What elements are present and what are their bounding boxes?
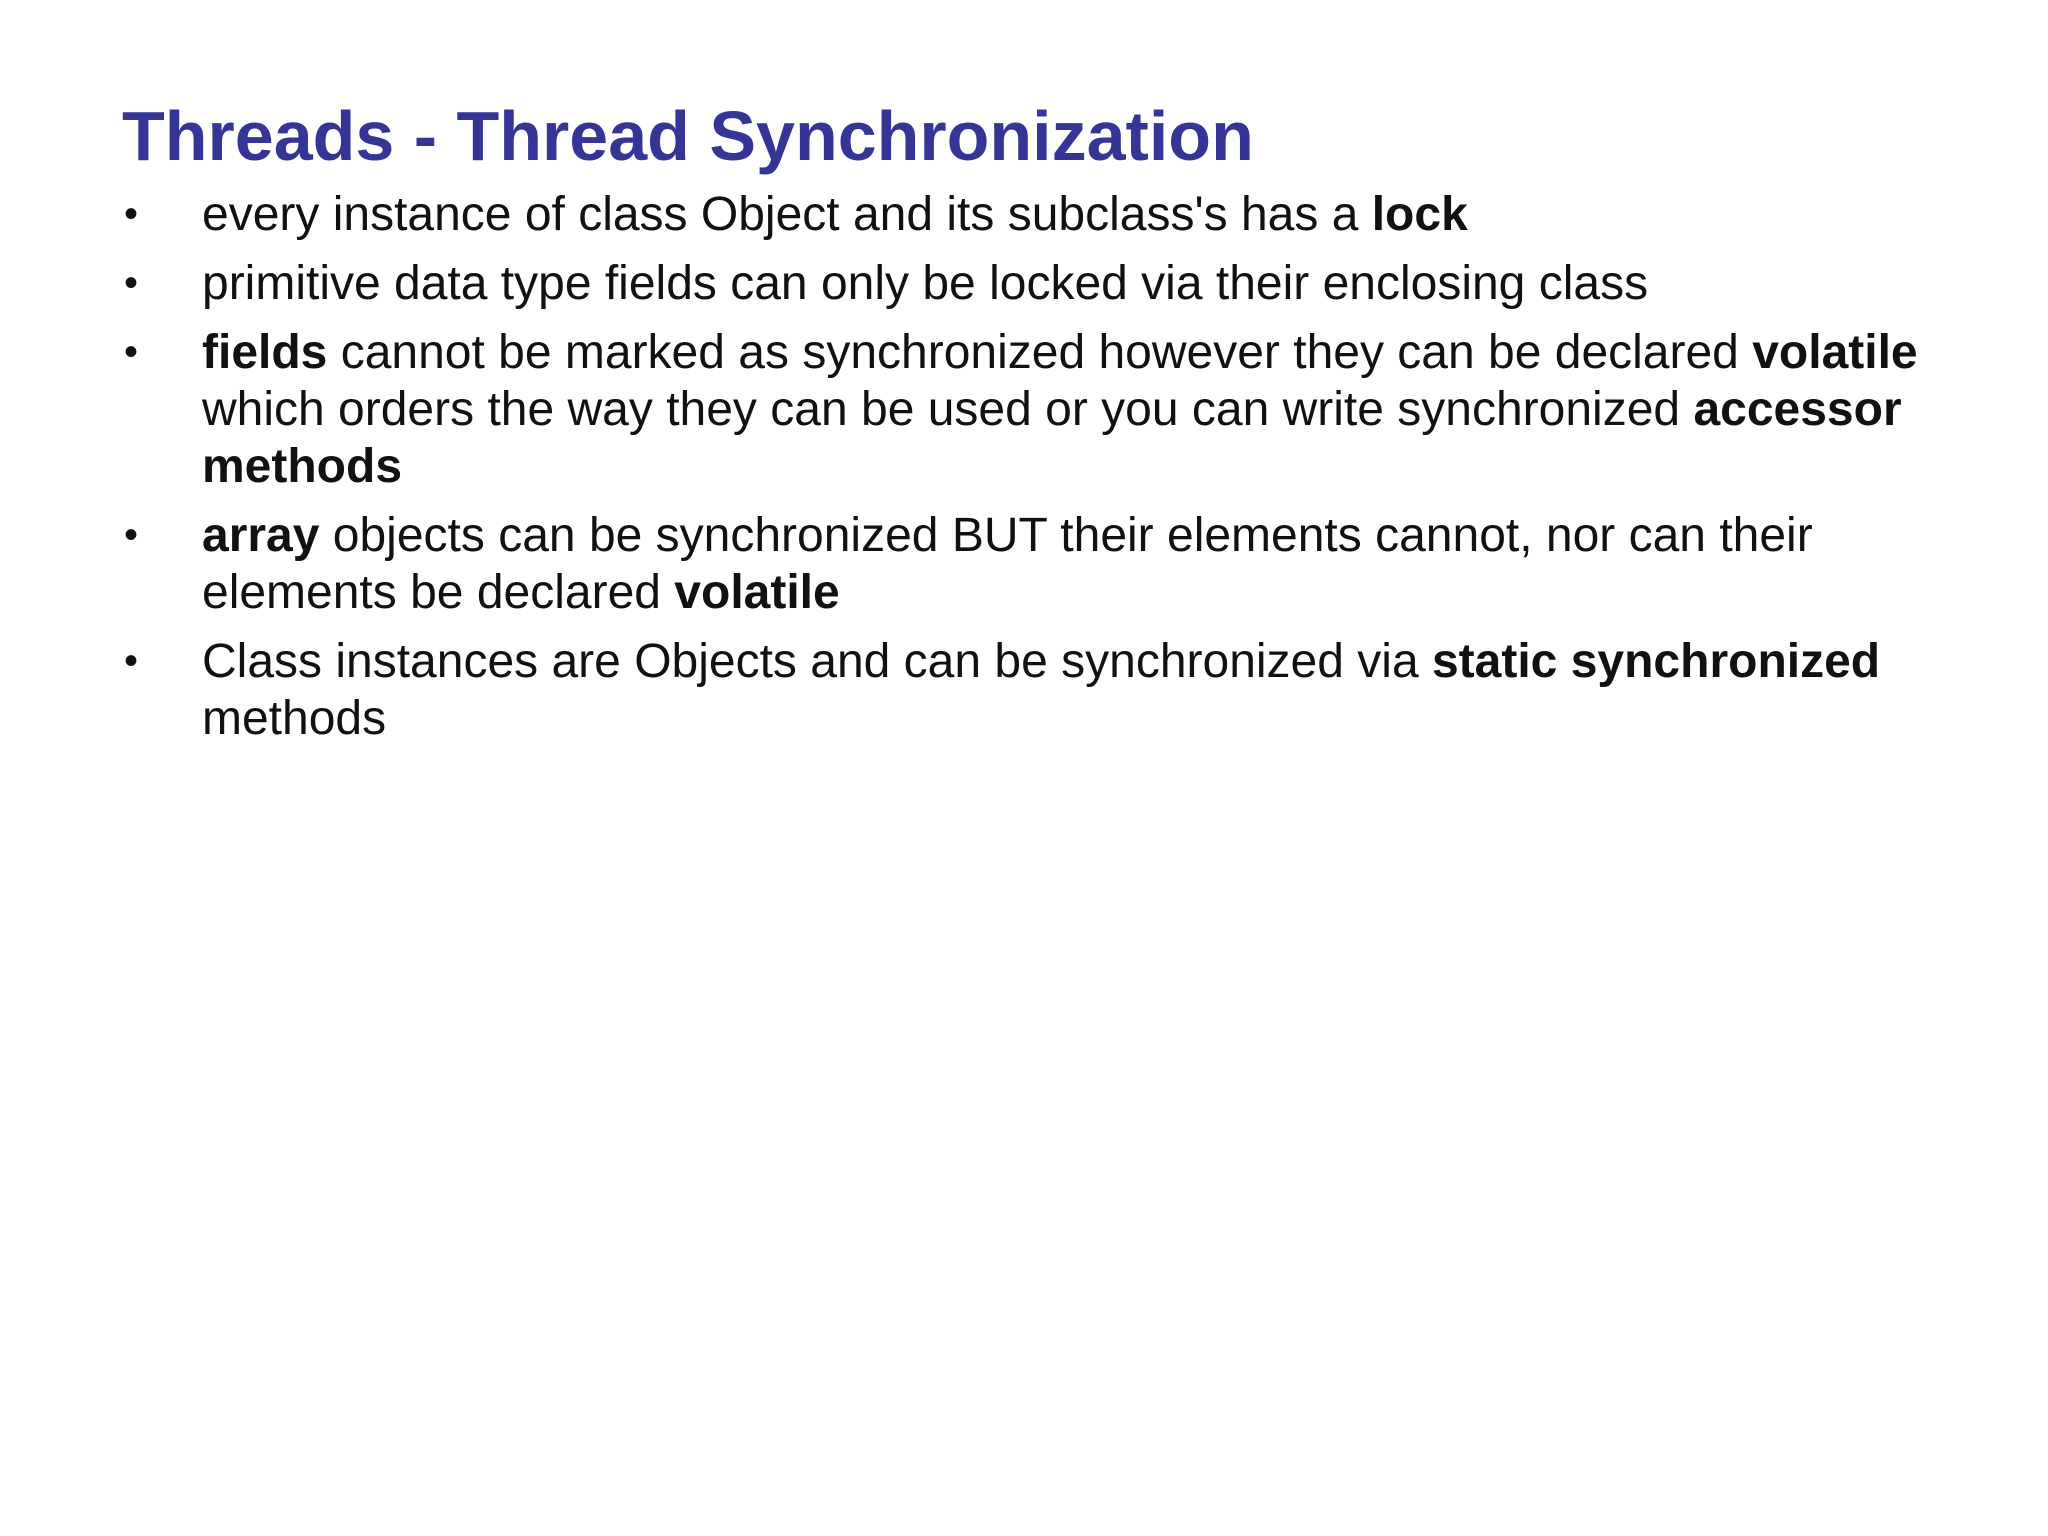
bullet-keyword-accessor-methods: accessor methods	[202, 383, 1902, 493]
bullet-item-primitive-fields	[122, 255, 2002, 312]
bullet-marker: •	[124, 261, 139, 305]
bullet-text	[202, 507, 1992, 621]
bullet-item-fields-volatile	[122, 324, 2002, 495]
bullet-text-part: objects can be synchronized BUT their elements cannot, nor can their elements be declared	[202, 509, 1813, 619]
bullet-marker: •	[124, 192, 139, 236]
bullet-keyword-lock: lock	[1371, 188, 1468, 241]
bullet-item-array-objects	[122, 507, 2002, 621]
slide-title: Threads - Thread Synchronization	[122, 97, 1254, 175]
bullet-marker: •	[124, 639, 139, 683]
bullet-text-part: every instance of class Object and its subclass's has a	[202, 188, 1372, 241]
bullet-text-part: which orders the way they can be used or you can write synchronized	[202, 383, 1694, 436]
bullet-marker: •	[124, 513, 139, 557]
bullet-item-class-instances	[122, 633, 2002, 747]
bullet-text	[202, 255, 1992, 312]
bullet-keyword-volatile: volatile	[1752, 326, 1918, 379]
bullet-keyword-fields: fields	[202, 326, 328, 379]
bullet-text-part: primitive data type fields can only be locked via their enclosing class	[202, 257, 1649, 310]
bullet-text-part: Class instances are Objects and can be synchronized via	[202, 635, 1432, 688]
bullet-keyword-volatile: volatile	[674, 566, 840, 619]
bullet-list	[122, 186, 2002, 759]
bullet-text	[202, 186, 1992, 243]
bullet-text	[202, 633, 1992, 747]
bullet-keyword-array: array	[202, 509, 320, 562]
bullet-text-part: cannot be marked as synchronized however they can be declared	[327, 326, 1753, 379]
bullet-text	[202, 324, 1992, 495]
bullet-keyword-static-synchronized: static synchronized	[1431, 635, 1881, 688]
bullet-text-part: methods	[202, 692, 387, 745]
bullet-item-lock	[122, 186, 2002, 243]
bullet-marker: •	[124, 330, 139, 374]
